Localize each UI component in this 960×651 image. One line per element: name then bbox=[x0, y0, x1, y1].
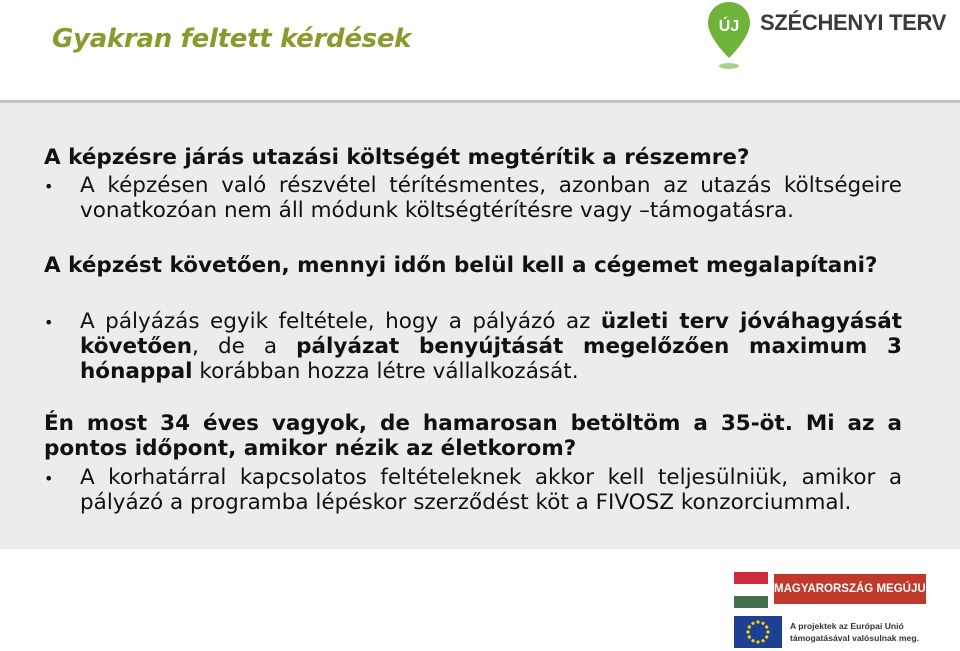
faq-answer-3-text: A korhatárral kapcsolatos feltételeknek akkor kell teljesülniük, amikor a pályázó a programba lépéskor szerződést köt a FIVOSZ konzorciummal. bbox=[80, 465, 902, 515]
faq-question-3: Én most 34 éves vagyok, de hamarosan betöltöm a 35-öt. Mi az a pontos időpont, amikor nézik az életkorom? bbox=[44, 411, 902, 461]
faq-answer-1-text: A képzésen való részvétel térítésmentes, azonban az utazás költségeire vonatkozóan nem áll módunk költségtérítésre vagy –támogatásra. bbox=[80, 173, 902, 223]
eu-flag-icon bbox=[734, 616, 782, 648]
bullet-icon: • bbox=[44, 313, 54, 332]
magyarorszag-megujul-logo bbox=[734, 570, 934, 650]
faq-question-2 bbox=[44, 253, 902, 278]
faq-answer-2 bbox=[44, 309, 902, 384]
szechenyi-terv-logo bbox=[704, 0, 947, 76]
faq-question-2-text: A képzést követően, mennyi időn belül kell a cégemet megalapítani? bbox=[44, 253, 878, 278]
faq-answer-1 bbox=[44, 173, 902, 223]
faq-answer-3 bbox=[44, 465, 902, 515]
hungarian-flag-icon bbox=[734, 572, 768, 608]
logo-text: SZÉCHENYI TERV bbox=[760, 10, 947, 35]
page-header bbox=[0, 0, 960, 100]
faq-answer-2-part-4: pályázat benyújtását megelőzően maximum 3 hónappal bbox=[80, 334, 902, 384]
eu-support-line-1: A projektek az Európai Unió bbox=[790, 621, 904, 631]
magyarorszag-megujul-banner: MAGYARORSZÁG MEGÚJUL bbox=[774, 574, 926, 604]
faq-answer-2-part-1: A pályázás egyik feltétele, hogy a pályázó az bbox=[80, 309, 601, 334]
logo-pin-text: ÚJ bbox=[718, 18, 740, 35]
faq-answer-2-part-2: üzleti terv jóváhagyását követően bbox=[80, 309, 902, 359]
page-title: Gyakran feltett kérdések bbox=[52, 24, 412, 54]
eu-support-line-2: támogatásával valósulnak meg. bbox=[790, 633, 919, 643]
faq-panel bbox=[0, 103, 960, 549]
faq-answer-2-part-5: korábban hozza létre vállalkozását. bbox=[192, 359, 579, 384]
faq-answer-2-part-3: , de a bbox=[192, 334, 297, 359]
bullet-icon: • bbox=[44, 177, 54, 196]
faq-question-1: A képzésre járás utazási költségét megtérítik a részemre? bbox=[44, 145, 750, 170]
bullet-icon: • bbox=[44, 469, 54, 488]
eu-support-text bbox=[790, 620, 936, 644]
location-pin-icon bbox=[706, 0, 752, 72]
